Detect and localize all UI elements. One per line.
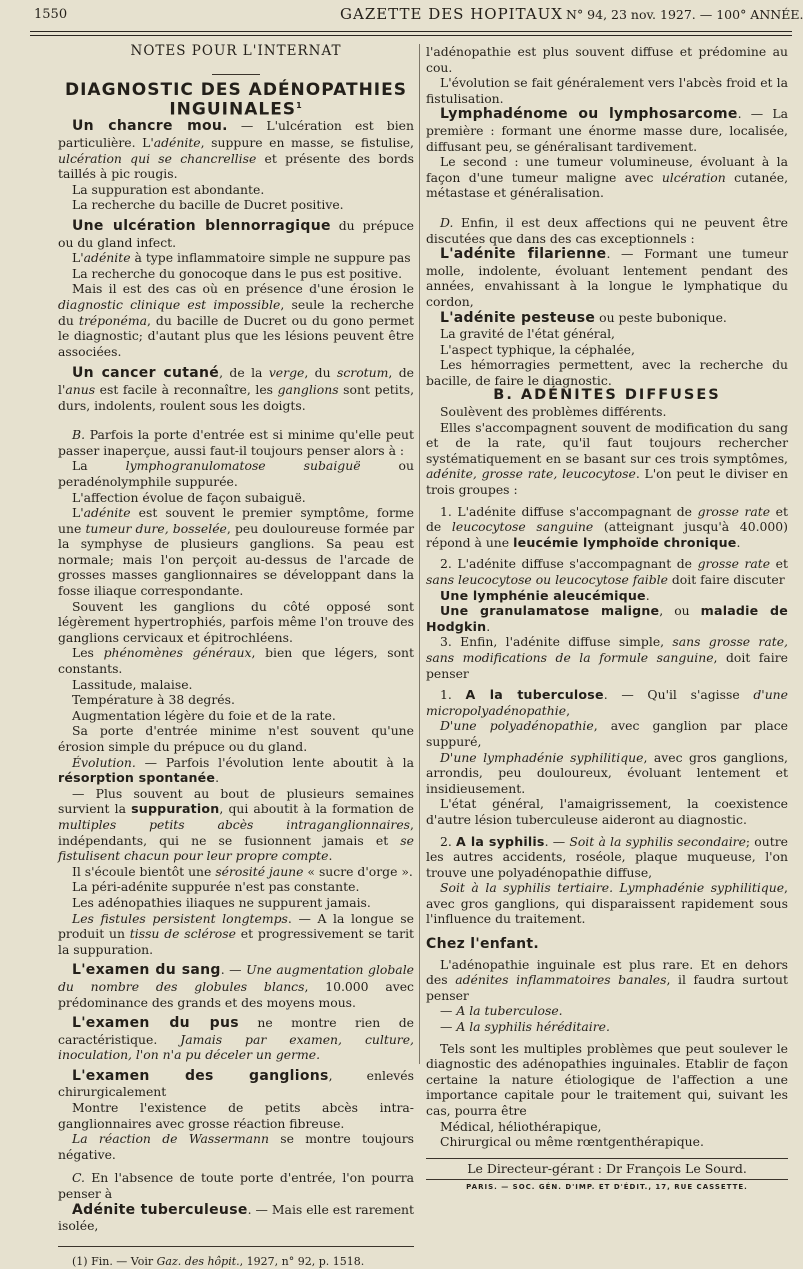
exam-blood-paragraph: L'examen du sang. — Une augmentation globale du nombre des globules blancs, 10.000 avec prédominance des grands et des moyens mous. <box>58 962 414 1010</box>
group-3-paragraph: 3. Enfin, l'adénite diffuse simple, sans grosse rate, sans modifications de la formule sanguine, doit faire penser <box>426 634 788 681</box>
paragraph: Augmentation légère du foie et de la rate. <box>72 707 336 723</box>
paragraph: L'adénite est souvent le premier symptôme, forme une tumeur dure, bosselée, peu douloureuse formée par la symphyse de plusieurs ganglions. Sa peau est normale; mais l'on perçoit au-dessus de l'arcade de grosses masses ganglionnaires se développant dans la fosse iliaque correspondante. <box>58 505 415 599</box>
imprint <box>426 1158 788 1196</box>
paragraph: Soulèvent des problèmes différents. <box>440 404 667 420</box>
footnote-rule <box>58 1246 414 1247</box>
paragraph: Les adénopathies iliaques ne suppurent jamais. <box>72 894 371 910</box>
paragraph: Lassitude, malaise. <box>72 676 193 692</box>
paragraph: Une lymphénie aleucémique. <box>440 587 650 603</box>
issue-info: N° 94, 23 nov. 1927. — 100° ANNÉE. <box>566 7 803 22</box>
evolution-paragraph: Évolution. — Parfois l'évolution lente aboutit à la résorption spontanée. <box>58 754 414 786</box>
syphilis-paragraph: 2. A la syphilis. — Soit à la syphilis secondaire; outre les autres accidents, roséole, plaque muqueuse, l'on trouve une polyadénopathie diffuse, <box>426 833 788 880</box>
paragraph: Il s'écoule bientôt une sérosité jaune « sucre d'orge ». <box>72 863 413 879</box>
exam-ganglions-paragraph: L'examen des ganglions, enlevés chirurgicalement <box>58 1067 414 1100</box>
section-heading-adenites-diffuses: B. ADÉNITES DIFFUSES <box>493 387 721 404</box>
page-header <box>34 4 803 30</box>
conclusion-paragraph: Tels sont les multiples problèmes que peut soulever le diagnostic des adénopathies inguinales. Etablir de façon certaine la nature étiologique de l'affection a une importance capitale pour le traitement qui, suivant les cas, pourra être <box>426 1040 788 1118</box>
printer-line: PARIS. — SOC. GÉN. D'IMP. ET D'ÉDIT., 17, RUE CASSETTE. <box>466 1183 748 1192</box>
paragraph: L'aspect typhique, la céphalée, <box>440 341 635 357</box>
paragraph: l'adénopathie est plus souvent diffuse et prédomine au cou. <box>426 44 788 75</box>
header-rule <box>30 31 792 32</box>
pesteuse-paragraph: L'adénite pesteuse ou peste bubonique. <box>440 309 727 326</box>
paragraph: — A la tuberculose. <box>440 1003 563 1019</box>
wassermann-paragraph: La réaction de Wassermann se montre toujours négative. <box>58 1131 414 1162</box>
kicker-rule <box>212 74 260 75</box>
group-2-paragraph: 2. L'adénite diffuse s'accompagnant de grosse rate et sans leucocytose ou leucocytose faible doit faire discuter <box>426 556 788 587</box>
director-line: Le Directeur-gérant : Dr François Le Sourd. <box>426 1158 788 1181</box>
filarienne-paragraph: L'adénite filarienne. — Formant une tumeur molle, indolente, évoluant lentement pendant des années, envahissant à la longue le lymphatique du cordon, <box>426 246 788 309</box>
column-divider <box>419 44 420 1064</box>
blenno-paragraph: Une ulcération blennorragique du prépuce ou du gland infect. <box>58 218 414 250</box>
paragraph: L'adénopathie inguinale est plus rare. Et en dehors des adénites inflammatoires banales, il faudra surtout penser <box>426 956 789 1003</box>
paragraph: L'évolution se fait généralement vers l'abcès froid et la fistulisation. <box>426 75 788 106</box>
paragraph: Une granulamatose maligne, ou maladie de Hodgkin. <box>426 603 788 634</box>
paragraph: La lymphogranulomatose subaiguë ou peradénolymphile suppurée. <box>58 458 414 489</box>
paragraph: La gravité de l'état général, <box>440 326 615 342</box>
article-title: DIAGNOSTIC DES ADÉNOPATHIES INGUINALES$^1$ <box>65 79 407 120</box>
paragraph: La recherche du gonocoque dans le pus est positive. <box>72 265 403 281</box>
paragraph: Les phénomènes généraux, bien que légers, sont constants. <box>58 645 414 677</box>
paragraph: Souvent les ganglions du côté opposé sont légèrement hypertrophiés, parfois même l'on trouve des ganglions cervicaux et épitrochléens. <box>58 598 414 645</box>
group-1-paragraph: 1. L'adénite diffuse s'accompagnant de grosse rate et de leucocytose sanguine (atteignant jusqu'à 40.000) répond à une leucémie lymphoïde chronique. <box>426 503 788 550</box>
paragraph: — Plus souvent au bout de plusieurs semaines survient la suppuration, qui aboutit à la formation de multiples petits abcès intraganglionnaires, indépendants, qui ne se fusionnent jamais et se fistulisent chacun pour leur propre compte. <box>58 785 414 864</box>
journal-title: GAZETTE DES HOPITAUX <box>340 5 563 23</box>
paragraph: D'une lymphadénie syphilitique, avec gros ganglions, arrondis, peu douloureux, évoluant lentement et insidieusement. <box>426 749 788 796</box>
paragraph: Montre l'existence de petits abcès intra-ganglionnaires avec grosse réaction fibreuse. <box>58 1100 414 1131</box>
paragraph: Médical, héliothérapique, <box>440 1118 602 1134</box>
paragraph: La péri-adénite suppurée n'est pas constante. <box>72 879 360 895</box>
paragraph: Elles s'accompagnent souvent de modification du sang et de la rate, qu'il faut toujours rechercher systématiquement en se basant sur ces trois symptômes, adénite, grosse rate, leucocytose. L'on peut le diviser en trois groupes : <box>426 419 788 498</box>
section-b-intro: B. Parfois la porte d'entrée est si minime qu'elle peut passer inaperçue, aussi faut-il toujours penser alors à : <box>58 427 414 458</box>
tuberculose-paragraph: 1. A la tuberculose. — Qu'il s'agisse d'une micropolyadénopathie, <box>426 687 788 718</box>
paragraph: Sa porte d'entrée minime n'est souvent qu'une érosion simple du prépuce ou du gland. <box>58 723 414 754</box>
section-kicker: NOTES POUR L'INTERNAT <box>130 43 342 59</box>
paragraph: L'état général, l'amaigrissement, la coexistence d'autre lésion tuberculeuse aideront au diagnostic. <box>426 796 788 827</box>
paragraph: L'affection évolue de façon subaiguë. <box>72 489 306 505</box>
paragraph: Soit à la syphilis tertiaire. Lymphadénie syphilitique, avec gros ganglions, qui disparaissent rapidement sous l'influence du traitement. <box>426 880 788 927</box>
cancer-paragraph: Un cancer cutané, de la verge, du scrotum, de l'anus est facile à reconnaître, les ganglions sont petits, durs, indolents, roulent sous les doigts. <box>58 365 415 413</box>
left-column <box>58 44 414 1269</box>
header-rule-thin <box>30 35 792 36</box>
section-d-intro: D. Enfin, il est deux affections qui ne peuvent être discutées que dans des cas exceptionnels : <box>426 214 788 246</box>
paragraph: Les fistules persistent longtemps. — A la longue se produit un tissu de sclérose et progressivement se tarit la suppuration. <box>58 910 415 957</box>
page-number: 1550 <box>34 7 68 22</box>
paragraph: — A la syphilis héréditaire. <box>440 1019 610 1035</box>
footnote: (1) Fin. — Voir Gaz. des hôpit., 1927, n° 92, p. 1518. <box>72 1254 365 1268</box>
section-c-intro: C. En l'absence de toute porte d'entrée, l'on pourra penser à <box>58 1170 414 1202</box>
paragraph: Les hémorragies permettent, avec la recherche du bacille, de faire le diagnostic. <box>426 357 788 388</box>
paragraph: Chirurgical ou même rœntgenthérapique. <box>440 1134 704 1150</box>
paragraph: Température à 38 degrés. <box>72 692 235 708</box>
paragraph: Le second : une tumeur volumineuse, évoluant à la façon d'une tumeur maligne avec ulcération cutanée, métastase et généralisation. <box>426 154 789 201</box>
chancre-mou-paragraph: Un chancre mou. — L'ulcération est bien particulière. L'adénite, suppure en masse, se fistulise, ulcération qui se chancrellise et présente des bords taillés à pic rougis. <box>58 118 415 182</box>
lymphadenome-paragraph: Lymphadénome ou lymphosarcome. — La première : formant une énorme masse dure, localisée, diffusant peu, se généralisant tardivement. <box>426 106 788 154</box>
right-column <box>426 44 788 1196</box>
paragraph: L'adénite à type inflammatoire simple ne suppure pas <box>72 250 411 266</box>
paragraph: La recherche du bacille de Ducret positive. <box>72 197 344 213</box>
paragraph: D'une polyadénopathie, avec ganglion par place suppuré, <box>426 718 789 749</box>
enfant-heading: Chez l'enfant. <box>426 936 540 953</box>
tb-paragraph: Adénite tuberculeuse. — Mais elle est rarement isolée, <box>58 1201 414 1234</box>
exam-pus-paragraph: L'examen du pus ne montre rien de caractéristique. Jamais par examen, culture, inoculation, l'on n'a pu déceler un germe. <box>58 1015 414 1063</box>
paragraph: La suppuration est abondante. <box>72 181 265 197</box>
paragraph: Mais il est des cas où en présence d'une érosion le diagnostic clinique est impossible, seule la recherche du tréponéma, du bacille de Ducret ou du gono permet le diagnostic; d'autant plus que les lésions peuvent être associées. <box>58 281 414 359</box>
